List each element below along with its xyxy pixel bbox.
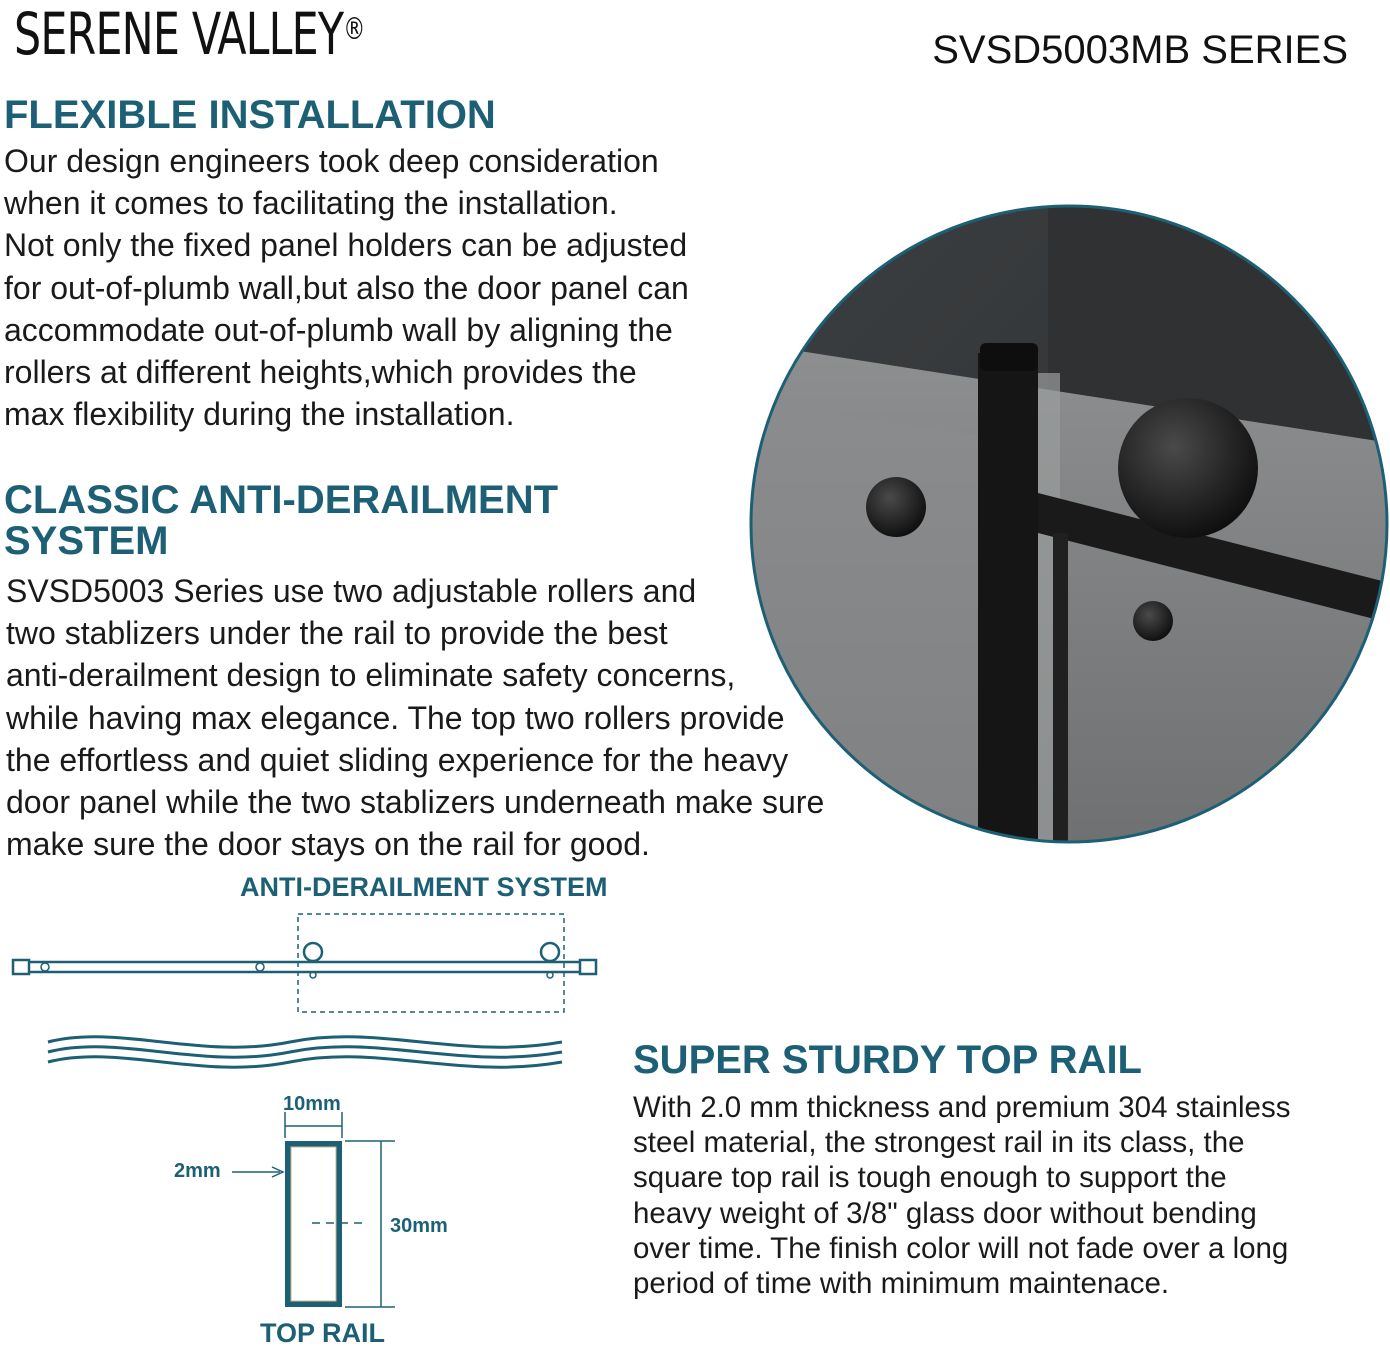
classic-line: door panel while the two stablizers underneath make sure	[6, 784, 825, 821]
sturdy-paragraph	[633, 1090, 1290, 1301]
flexible-line: Not only the fixed panel holders can be adjusted	[4, 227, 688, 264]
sturdy-line: period of time with minimum maintenace.	[633, 1267, 1170, 1301]
classic-line: anti-derailment design to eliminate safety concerns,	[6, 657, 736, 694]
glass-wave-diagram	[48, 1037, 562, 1067]
classic-paragraph	[6, 570, 824, 865]
rail-height-dimension: 30mm	[390, 1215, 448, 1237]
flexible-heading: FLEXIBLE INSTALLATION	[4, 93, 496, 137]
classic-heading	[4, 480, 654, 562]
hardware-closeup-photo	[748, 203, 1390, 845]
classic-line: SVSD5003 Series use two adjustable rollers and	[6, 573, 697, 609]
roller-left	[304, 943, 322, 961]
sturdy-line: over time. The finish color will not fade over a long	[633, 1231, 1289, 1265]
flexible-line: for out-of-plumb wall,but also the door panel can	[4, 269, 689, 306]
classic-heading-line: SYSTEM	[4, 519, 169, 563]
classic-line: two stablizers under the rail to provide the best	[6, 615, 668, 652]
classic-heading-line: CLASSIC ANTI-DERAILMENT	[4, 478, 559, 522]
flexible-line: accommodate out-of-plumb wall by aligning the	[4, 311, 673, 348]
top-rail-label: TOP RAIL	[260, 1318, 386, 1348]
classic-line: make sure the door stays on the rail for good.	[6, 826, 650, 863]
rail-end-left	[13, 960, 29, 974]
anti-derailment-label: ANTI-DERAILMENT SYSTEM	[240, 872, 608, 902]
classic-line: the effortless and quiet sliding experience for the heavy	[6, 741, 789, 778]
brand-name: SERENE VALLEY	[14, 0, 344, 68]
rail-thickness-dimension: 2mm	[174, 1160, 221, 1182]
rail-bolt	[41, 963, 49, 971]
classic-line: while having max elegance. The top two rollers provide	[6, 699, 785, 736]
series-title: SVSD5003MB SERIES	[932, 28, 1348, 72]
sturdy-heading: SUPER STURDY TOP RAIL	[633, 1038, 1142, 1082]
flexible-line: when it comes to facilitating the installation.	[4, 185, 618, 222]
sturdy-line: square top rail is tough enough to support the	[633, 1161, 1227, 1195]
flexible-line: Our design engineers took deep consideration	[4, 143, 659, 179]
sturdy-line: heavy weight of 3/8" glass door without bending	[633, 1196, 1257, 1230]
flexible-line: max flexibility during the installation.	[4, 396, 515, 433]
brand-logo	[14, 0, 365, 68]
registered-mark: ®	[343, 12, 365, 47]
anti-derailment-diagram	[13, 914, 596, 1012]
rail-width-dimension: 10mm	[283, 1093, 341, 1115]
rail-diagrams	[0, 900, 620, 1340]
flexible-line: rollers at different heights,which provides the	[4, 354, 637, 391]
flexible-paragraph	[4, 140, 689, 435]
rail-bolt	[256, 963, 264, 971]
sturdy-line: With 2.0 mm thickness and premium 304 stainless	[633, 1091, 1291, 1124]
rail-end-right	[580, 960, 596, 974]
top-rail-profile	[232, 1112, 395, 1307]
sturdy-line: steel material, the strongest rail in its class, the	[633, 1126, 1245, 1160]
roller-right	[541, 943, 559, 961]
